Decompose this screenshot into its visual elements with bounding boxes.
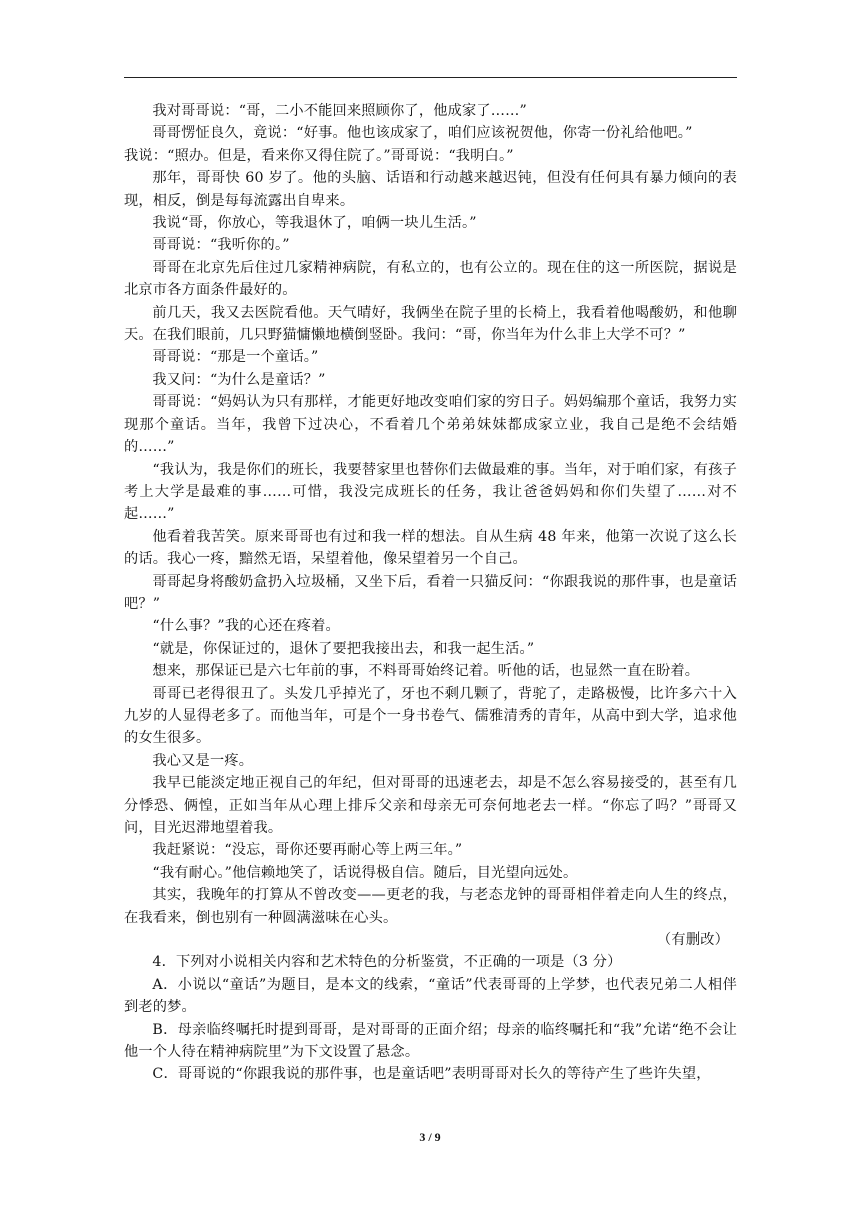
story-paragraph: 我心又是一疼。 <box>152 752 254 769</box>
story-paragraph: 哥哥愣怔良久，竟说：“好事。他也该成家了，咱们应该祝贺他，你寄一份礼给他吧。” <box>152 125 693 142</box>
story-paragraph: 我说“哥，你放心，等我退休了，咱俩一块儿生活。” <box>152 215 477 232</box>
story-paragraph: 那年，哥哥快 60 岁了。他的头脑、话语和行动越来越迟钝，但没有任何具有暴力倾向的表现，相反，倒是每每流露出自卑来。 <box>124 170 737 209</box>
story-paragraph: 我早已能淡定地正视自己的年纪，但对哥哥的迅速老去，却是不怎么容易接受的，甚至有几分悸恐、俩惶，正如当年从心理上排斥父亲和母亲无可奈何地老去一样。“你忘了吗？”哥哥又问，目光迟滞地望着我。 <box>124 775 737 836</box>
story-paragraph: 我赶紧说：“没忘，哥你还要再耐心等上两三年。” <box>152 842 463 859</box>
header-rule <box>124 77 737 78</box>
story-paragraph: 哥哥在北京先后住过几家精神病院，有私立的，也有公立的。现在住的这一所医院，据说是北京市各方面条件最好的。 <box>124 259 737 299</box>
option-b: B．母亲临终嘱托时提到哥哥，是对哥哥的正面介绍；母亲的临终嘱托和“我”允诺“绝不会让他一个人待在精神病院里”为下文设置了悬念。 <box>124 1021 737 1061</box>
story-paragraph: “什么事？”我的心还在疼着。 <box>152 618 340 635</box>
story-paragraph: 前几天，我又去医院看他。天气晴好，我俩坐在院子里的长椅上，我看着他喝酸奶，和他聊天。在我们眼前，几只野猫慵懒地横倒竖卧。我问：“哥，你当年为什么非上大学不可？” <box>124 304 737 344</box>
story-paragraph: “就是，你保证过的，退休了要把我接出去，和我一起生活。” <box>152 640 535 657</box>
story-paragraph: 哥哥说：“我听你的。” <box>152 237 290 254</box>
option-a: A．小说以“童话”为题目，是本文的线索，“童话”代表哥哥的上学梦，也代表兄弟二人相伴到老的梦。 <box>124 976 737 1016</box>
story-paragraph: 想来，那保证已是六七年前的事，不料哥哥始终记着。听他的话，也显然一直在盼着。 <box>152 663 700 680</box>
story-paragraph: “我认为，我是你们的班长，我要替家里也替你们去做最难的事。当年，对于咱们家，有孩子考上大学是最难的事……可惜，我没完成班长的任务，我让爸爸妈妈和你们失望了……对不起……” <box>124 461 737 523</box>
page-number: 3 / 9 <box>419 1130 441 1144</box>
page-body <box>124 100 737 1086</box>
story-paragraph: 其实，我晚年的打算从不曾改变——更老的我，与老态龙钟的哥哥相伴着走向人生的终点，在我看来，倒也别有一种圆满滋味在心头。 <box>124 887 737 926</box>
story-paragraph: 哥哥说：“妈妈认为只有那样，才能更好地改变咱们家的穷日子。妈妈编那个童话，我努力实现那个童话。当年，我曾下过决心，不看着几个弟弟妹妹都成家立业，我自己是绝不会结婚的……” <box>124 394 737 456</box>
source-note: （有删改） <box>657 932 729 949</box>
story-text <box>124 100 737 929</box>
question-stem: 4．下列对小说相关内容和艺术特色的分析鉴赏，不正确的一项是（3 分） <box>152 954 622 971</box>
option-c: C．哥哥说的“你跟我说的那件事，也是童话吧”表明哥哥对长久的等待产生了些许失望， <box>152 1066 711 1083</box>
story-paragraph: 他看着我苦笑。原来哥哥也有过和我一样的想法。自从生病 48 年来，他第一次说了这么长的话。我心一疼，黯然无语，呆望着他，像呆望着另一个自己。 <box>124 528 737 568</box>
story-paragraph: 哥哥已老得很丑了。头发几乎掉光了，牙也不剩几颗了，背驼了，走路极慢，比许多六十入九岁的人显得老多了。而他当年，可是个一身书卷气、儒雅清秀的青年，从高中到大学，追求他的女生很多。 <box>124 685 737 747</box>
story-paragraph: 哥哥起身将酸奶盒扔入垃圾桶，又坐下后，看着一只猫反问：“你跟我说的那件事，也是童话吧？” <box>124 573 737 612</box>
story-paragraph: 我说：“照办。但是，看来你又得住院了。”哥哥说：“我明白。” <box>124 147 514 164</box>
story-paragraph: “我有耐心。”他信赖地笑了，话说得极自信。随后，目光望向远处。 <box>152 864 578 881</box>
story-paragraph: 我对哥哥说：“哥，二小不能回来照顾你了，他成家了……” <box>152 103 527 119</box>
story-paragraph: 哥哥说：“那是一个童话。” <box>152 349 319 366</box>
story-paragraph: 我又问：“为什么是童话？” <box>152 371 326 388</box>
